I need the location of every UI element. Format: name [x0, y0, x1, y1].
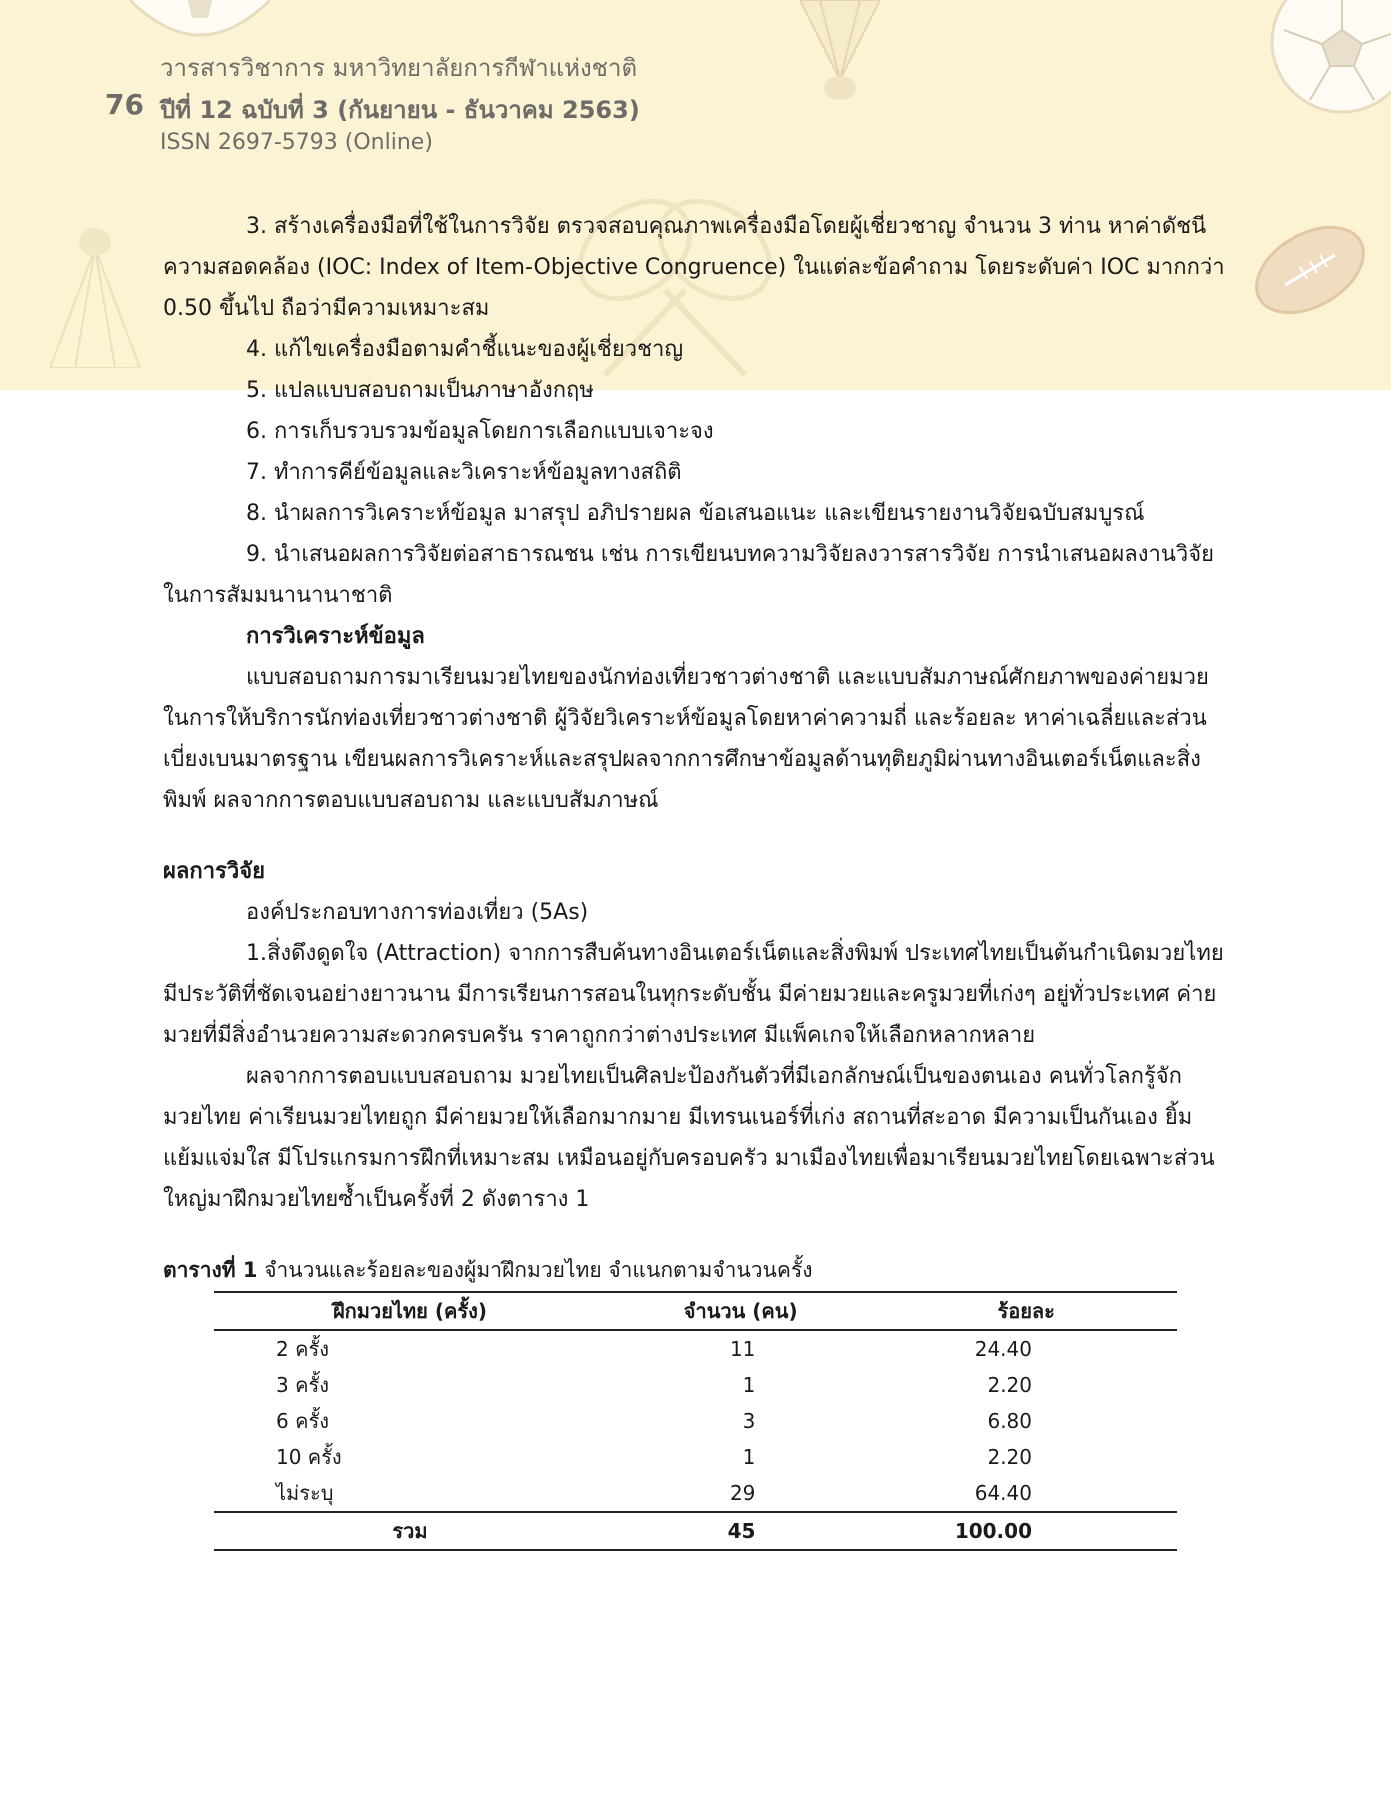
table-cell: 6.80	[987, 1409, 1032, 1433]
table-caption-text: จำนวนและร้อยละของผู้มาฝึกมวยไทย จำแนกตามจำนวนครั้ง	[257, 1258, 813, 1282]
table-cell: 64.40	[974, 1481, 1032, 1505]
method-step: 6. การเก็บรวบรวมข้อมูลโดยการเลือกแบบเจาะจง	[246, 419, 714, 444]
shuttlecock-icon	[780, 0, 920, 110]
table-total-row	[214, 1512, 1177, 1550]
table-row	[214, 1403, 1177, 1439]
components-line: องค์ประกอบทางการท่องเที่ยว (5As)	[246, 900, 589, 925]
table-cell: 2 ครั้ง	[276, 1337, 329, 1361]
table-cell: 11	[729, 1337, 756, 1361]
method-step: 4. แก้ไขเครื่องมือตามคำชี้แนะของผู้เชี่ยวชาญ	[246, 337, 684, 362]
method-step: 9. นำเสนอผลการวิจัยต่อสาธารณชน เช่น การเขียนบทความวิจัยลงวารสารวิจัย การนำเสนอผลงานวิจัยในการสัมมนานานาชาติ	[163, 542, 1215, 608]
analysis-paragraph: แบบสอบถามการมาเรียนมวยไทยของนักท่องเที่ยวชาวต่างชาติ และแบบสัมภาษณ์ศักยภาพของค่ายมวยในการให้บริการนักท่องเที่ยวชาวต่างชาติ ผู้วิจัยวิเคราะห์ข้อมูลโดยหาค่าความถี่ และร้อยละ หาค่าเฉลี่ยและส่วนเบี่ยงเบนมาตรฐาน เขียนผลการวิเคราะห์และสรุปผลจากการศึกษาข้อมูลด้านทุติยภูมิผ่านทางอินเตอร์เน็ตและสิ่งพิมพ์ ผลจากการตอบแบบสอบถาม และแบบสัมภาษณ์	[163, 665, 1209, 813]
table-cell: 24.40	[974, 1337, 1032, 1361]
table-cell: 100.00	[875, 1512, 1177, 1550]
table-cell: 1	[742, 1373, 756, 1397]
column-header: ฝึกมวยไทย (ครั้ง)	[214, 1292, 606, 1330]
attraction-paragraph: 1.สิ่งดึงดูดใจ (Attraction) จากการสืบค้นทางอินเตอร์เน็ตและสิ่งพิมพ์ ประเทศไทยเป็นต้นกำเนิดมวยไทย มีประวัติที่ชัดเจนอย่างยาวนาน มีการเรียนการสอนในทุกระดับชั้น มีค่ายมวยและครูมวยที่เก่งๆ อยู่ทั่วประเทศ ค่ายมวยที่มีสิ่งอำนวยความสะดวกครบครัน ราคาถูกกว่าต่างประเทศ มีแพ็คเกจให้เลือกหลากหลาย	[163, 941, 1224, 1048]
shuttlecock-icon	[40, 218, 150, 368]
method-step: 7. ทำการคีย์ข้อมูลและวิเคราะห์ข้อมูลทางสถิติ	[246, 460, 682, 485]
method-step: 8. นำผลการวิเคราะห์ข้อมูล มาสรุป อภิปรายผล ข้อเสนอแนะ และเขียนรายงานวิจัยฉบับสมบูรณ์	[246, 501, 1145, 526]
table-cell: 45	[606, 1512, 875, 1550]
table-row	[214, 1439, 1177, 1475]
survey-paragraph: ผลจากการตอบแบบสอบถาม มวยไทยเป็นศิลปะป้องกันตัวที่มีเอกลักษณ์เป็นของตนเอง คนทั่วโลกรู้จักมวยไทย ค่าเรียนมวยไทยถูก มีค่ายมวยให้เลือกมากมาย มีเทรนเนอร์ที่เก่ง สถานที่สะอาด มีความเป็นกันเอง ยิ้มแย้มแจ่มใส มีโปรแกรมการฝึกที่เหมาะสม เหมือนอยู่กับครอบครัว มาเมืองไทยเพื่อมาเรียนมวยไทยโดยเฉพาะส่วนใหญ่มาฝึกมวยไทยซ้ำเป็นครั้งที่ 2 ดังตาราง 1	[163, 1064, 1215, 1212]
table-cell: 10 ครั้ง	[276, 1445, 342, 1469]
table-row	[214, 1330, 1177, 1367]
column-header: จำนวน (คน)	[606, 1292, 875, 1330]
soccer-ball-icon	[130, 0, 270, 40]
journal-name: วารสารวิชาการ มหาวิทยาลัยการกีฬาแห่งชาติ	[160, 54, 638, 82]
table-cell: รวม	[214, 1512, 606, 1550]
table-caption	[163, 1250, 1226, 1291]
table-caption-label: ตารางที่ 1	[163, 1258, 258, 1282]
table-cell: ไม่ระบุ	[276, 1481, 334, 1505]
table-row	[214, 1367, 1177, 1403]
table-cell: 2.20	[987, 1373, 1032, 1397]
training-frequency-table	[214, 1291, 1177, 1551]
column-header: ร้อยละ	[875, 1292, 1177, 1330]
table-header-row	[214, 1292, 1177, 1330]
article-body	[163, 206, 1226, 1551]
table-row	[214, 1475, 1177, 1512]
issue-line: ปีที่ 12 ฉบับที่ 3 (กันยายน - ธันวาคม 2563)	[160, 96, 640, 124]
table-cell: 2.20	[987, 1445, 1032, 1469]
analysis-heading: การวิเคราะห์ข้อมูล	[246, 624, 425, 649]
page-number: 76	[105, 88, 144, 121]
method-step: 5. แปลแบบสอบถามเป็นภาษาอังกฤษ	[246, 378, 594, 403]
table-cell: 1	[742, 1445, 756, 1469]
table-cell: 29	[729, 1481, 756, 1505]
table-cell: 3	[742, 1409, 756, 1433]
results-heading: ผลการวิจัย	[163, 859, 265, 884]
table-cell: 3 ครั้ง	[276, 1373, 329, 1397]
table-cell: 6 ครั้ง	[276, 1409, 329, 1433]
rugby-ball-icon	[1245, 215, 1375, 325]
soccer-ball-icon	[1270, 0, 1391, 130]
method-step: 3. สร้างเครื่องมือที่ใช้ในการวิจัย ตรวจสอบคุณภาพเครื่องมือโดยผู้เชี่ยวชาญ จำนวน 3 ท่าน หาค่าดัชนีความสอดคล้อง (IOC: Index of Item-Objective Congruence) ในแต่ละข้อคำถาม โดยระดับค่า IOC มากกว่า 0.50 ขึ้นไป ถือว่ามีความเหมาะสม	[163, 214, 1225, 321]
issn-line: ISSN 2697-5793 (Online)	[160, 130, 433, 155]
